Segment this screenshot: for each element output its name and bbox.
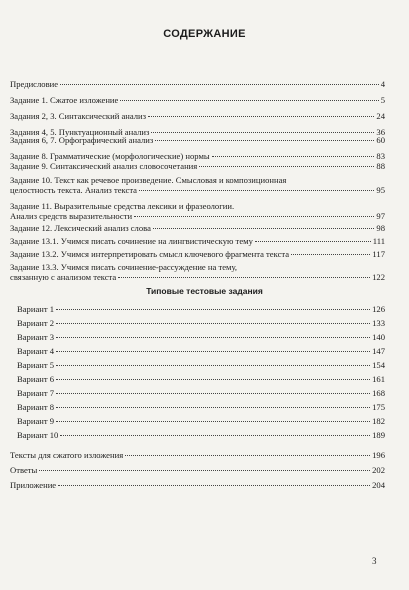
toc-entry-text: Задания 4, 5. Пунктуационный анализ (10, 127, 150, 137)
appendix-page-number: 202 (372, 465, 385, 475)
toc-entry (10, 161, 385, 171)
dot-leader (120, 100, 378, 101)
page-number: 3 (372, 556, 377, 566)
variant-page-number: 147 (372, 346, 385, 356)
variant-entry (17, 318, 385, 328)
variant-entry (17, 402, 385, 412)
dot-leader (151, 132, 374, 133)
toc-entry (10, 249, 385, 259)
toc-entry (10, 95, 385, 105)
variant-label: Вариант 1 (17, 304, 55, 314)
appendix-label: Ответы (10, 465, 38, 475)
dot-leader (56, 421, 370, 422)
toc-page-number: 95 (376, 185, 385, 195)
dot-leader (153, 228, 375, 229)
variant-label: Вариант 8 (17, 402, 55, 412)
variant-page-number: 168 (372, 388, 385, 398)
appendix-label: Тексты для сжатого изложения (10, 450, 124, 460)
appendix-entry (10, 465, 385, 475)
dot-leader (255, 241, 371, 242)
dot-leader (148, 116, 374, 117)
dot-leader (56, 309, 370, 310)
dot-leader (56, 393, 370, 394)
variant-page-number: 140 (372, 332, 385, 342)
appendix-page-number: 204 (372, 480, 385, 490)
variant-label: Вариант 3 (17, 332, 55, 342)
variant-page-number: 175 (372, 402, 385, 412)
variant-entry (17, 430, 385, 440)
appendix-entry (10, 450, 385, 460)
variant-label: Вариант 2 (17, 318, 55, 328)
toc-entry-text-continued: целостность текста. Анализ текста (10, 185, 137, 195)
toc-entry-text: Задание 11. Выразительные средства лексики и фразеологии. (10, 201, 235, 211)
toc-entry (10, 201, 385, 221)
toc-page-number: 122 (372, 272, 385, 282)
dot-leader (139, 190, 374, 191)
toc-page-number: 97 (376, 211, 385, 221)
toc-entry-text-continued: Анализ средств выразительности (10, 211, 133, 221)
toc-entry (10, 111, 385, 121)
toc-entry-text: Предисловие (10, 79, 59, 89)
toc-entry (10, 151, 385, 161)
toc-entry-text: Задание 13.3. Учимся писать сочинение-рассуждение на тему, (10, 262, 238, 272)
variant-page-number: 189 (372, 430, 385, 440)
dot-leader (60, 435, 370, 436)
toc-entry-text-continued: связанную с анализом текста (10, 272, 117, 282)
toc-entry-text: Задание 13.2. Учимся интерпретировать смысл ключевого фрагмента текста (10, 249, 290, 259)
toc-page-number: 4 (380, 79, 385, 89)
toc-entry-text: Задание 10. Текст как речевое произведение. Смысловая и композиционная (10, 175, 287, 185)
dot-leader (56, 351, 370, 352)
toc-entry (10, 175, 385, 195)
variant-label: Вариант 9 (17, 416, 55, 426)
variant-page-number: 133 (372, 318, 385, 328)
variant-entry (17, 374, 385, 384)
toc-page-number: 36 (376, 127, 385, 137)
dot-leader (56, 379, 370, 380)
dot-leader (60, 84, 379, 85)
toc-entry (10, 223, 385, 233)
variant-label: Вариант 6 (17, 374, 55, 384)
variant-entry (17, 346, 385, 356)
variant-label: Вариант 4 (17, 346, 55, 356)
dot-leader (56, 365, 370, 366)
dot-leader (155, 140, 374, 141)
toc-entry-text: Задания 2, 3. Синтаксический анализ (10, 111, 147, 121)
toc-entry-text: Задание 12. Лексический анализ слова (10, 223, 151, 233)
toc-page-number: 117 (372, 249, 385, 259)
dot-leader (56, 407, 370, 408)
dot-leader (199, 166, 374, 167)
variant-entry (17, 416, 385, 426)
dot-leader (212, 156, 375, 157)
dot-leader (58, 485, 370, 486)
variant-page-number: 182 (372, 416, 385, 426)
dot-leader (56, 337, 370, 338)
variant-entry (17, 304, 385, 314)
dot-leader (39, 470, 370, 471)
toc-entry (10, 236, 385, 246)
dot-leader (56, 323, 370, 324)
dot-leader (291, 254, 370, 255)
toc-page-number: 98 (376, 223, 385, 233)
appendix-page-number: 196 (372, 450, 385, 460)
variant-label: Вариант 7 (17, 388, 55, 398)
toc-entry-text: Задание 9. Синтаксический анализ словосочетания (10, 161, 198, 171)
toc-page-number: 83 (376, 151, 385, 161)
variant-page-number: 126 (372, 304, 385, 314)
dot-leader (118, 277, 370, 278)
toc-entry-text: Задание 13.1. Учимся писать сочинение на лингвистическую тему (10, 236, 253, 246)
toc-entry-text: Задание 8. Грамматические (морфологические) нормы (10, 151, 210, 161)
variant-entry (17, 388, 385, 398)
dot-leader (134, 216, 374, 217)
toc-entry (10, 135, 385, 145)
variant-page-number: 161 (372, 374, 385, 384)
toc-entry-text: Задание 1. Сжатое изложение (10, 95, 119, 105)
variant-entry (17, 360, 385, 370)
variant-label: Вариант 5 (17, 360, 55, 370)
page-title: СОДЕРЖАНИЕ (163, 28, 246, 40)
appendix-label: Приложение (10, 480, 57, 490)
toc-page-number: 60 (376, 135, 385, 145)
toc-page-number: 111 (372, 236, 385, 246)
variant-label: Вариант 10 (17, 430, 59, 440)
dot-leader (125, 455, 370, 456)
variant-page-number: 154 (372, 360, 385, 370)
toc-entry-text: Задания 6, 7. Орфографический анализ (10, 135, 154, 145)
toc-entry (10, 79, 385, 89)
toc-entry (10, 262, 385, 282)
toc-page-number: 88 (376, 161, 385, 171)
toc-page-number: 5 (380, 95, 385, 105)
appendix-entry (10, 480, 385, 490)
variant-entry (17, 332, 385, 342)
section-subtitle: Типовые тестовые задания (146, 286, 263, 296)
toc-page-number: 24 (376, 111, 385, 121)
